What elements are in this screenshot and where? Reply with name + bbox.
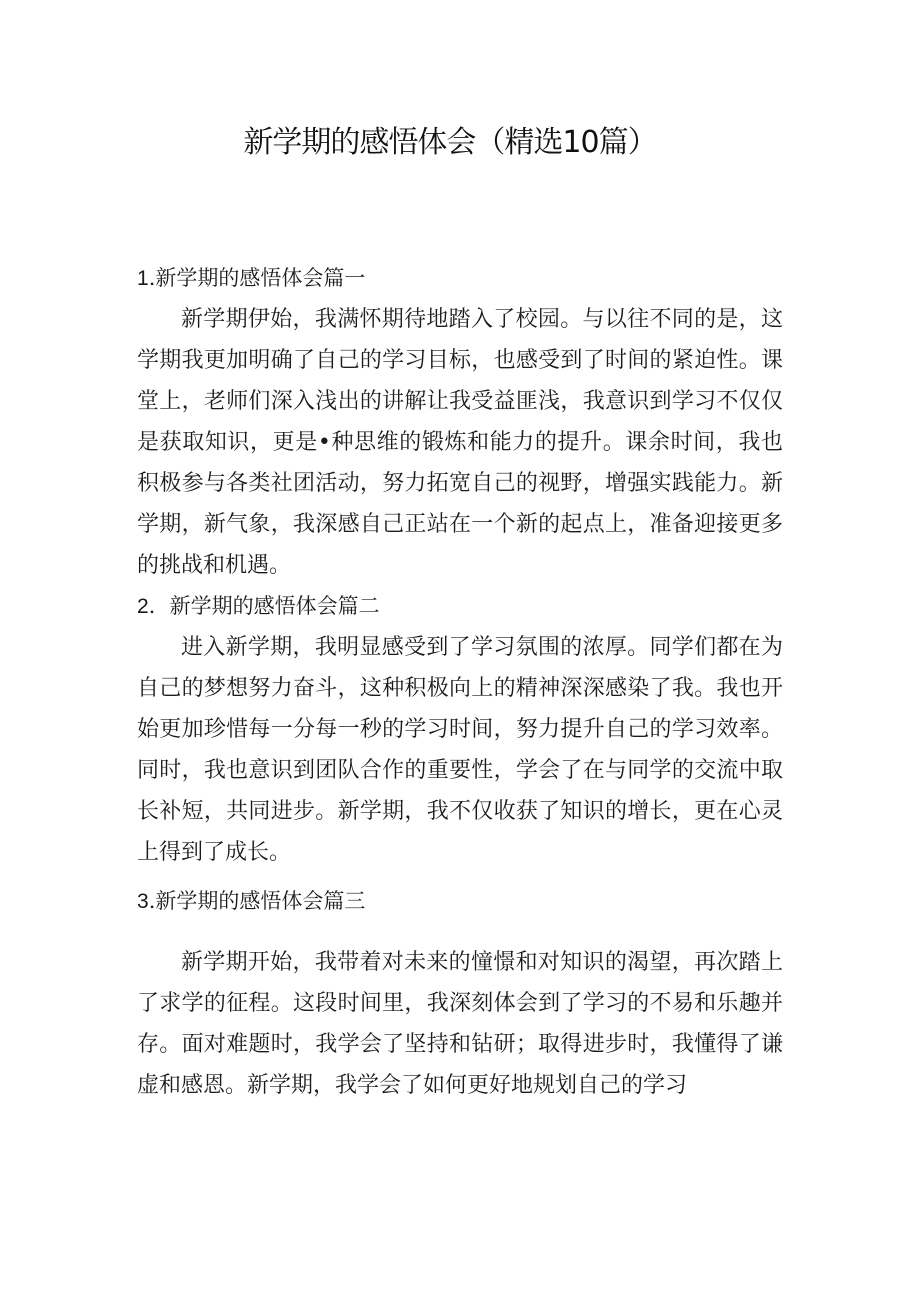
section-heading-1 xyxy=(137,258,783,299)
document-title: 新学期的感悟体会（精选10篇） xyxy=(243,125,657,160)
section-paragraph-3: 新学期开始，我带着对未来的憧憬和对知识的渴望，再次踏上了求学的征程。这段时间里，我深刻体会到了学习的不易和乐趣并存。面对难题时，我学会了坚持和钻研；取得进步时，我懂得了谦虚和感恩。新学期，我学会了如何更好地规划自己的学习 xyxy=(137,950,783,1098)
section-heading-3 xyxy=(137,881,783,922)
section-title-1: .新学期的感悟体会篇一 xyxy=(148,266,366,290)
section-title-2: ．新学期的感悟体会篇二 xyxy=(148,594,380,618)
section-title-3: .新学期的感悟体会篇三 xyxy=(148,889,366,913)
spacer xyxy=(137,873,783,881)
section-paragraph-1: 新学期伊始，我满怀期待地踏入了校园。与以往不同的是，这学期我更加明确了自己的学习目标，也感受到了时间的紧迫性。课堂上，老师们深入浅出的讲解让我受益匪浅，我意识到学习不仅仅是获取知识，更是•种思维的锻炼和能力的提升。课余时间，我也积极参与各类社团活动，努力拓宽自己的视野，增强实践能力。新学期，新气象，我深感自己正站在一个新的起点上，准备迎接更多的挑战和机遇。 xyxy=(137,307,783,578)
section-paragraph-2: 进入新学期，我明显感受到了学习氛围的浓厚。同学们都在为自己的梦想努力奋斗，这种积极向上的精神深深感染了我。我也开始更加珍惜每一分每一秒的学习时间，努力提升自己的学习效率。同时，我也意识到团队合作的重要性，学会了在与同学的交流中取长补短，共同进步。新学期，我不仅收获了知识的增长，更在心灵上得到了成长。 xyxy=(137,635,783,865)
section-heading-2 xyxy=(137,586,783,627)
section-number-1: 1 xyxy=(137,267,149,290)
document-body xyxy=(137,258,783,1106)
section-number-2: 2 xyxy=(137,595,149,618)
section-number-3: 3 xyxy=(137,890,149,913)
spacer xyxy=(137,922,783,942)
